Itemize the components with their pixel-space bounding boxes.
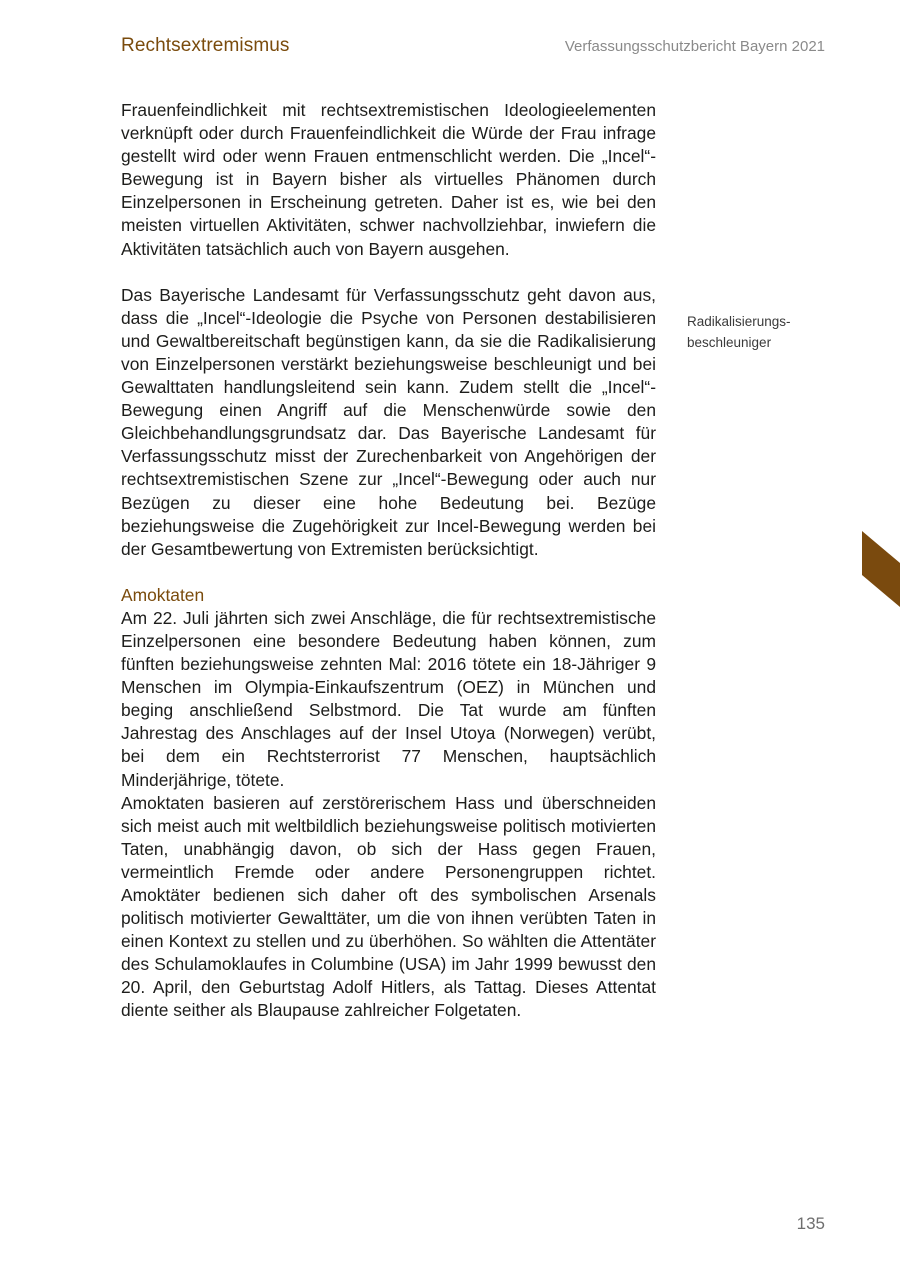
body-text [121, 99, 656, 1023]
page-number: 135 [796, 1214, 825, 1233]
chapter-tab-marker [862, 531, 900, 607]
margin-note-line-2: beschleuniger [687, 335, 772, 350]
paragraph-amoktaten-analysis: Amoktaten basieren auf zerstörerischem Hass und überschneiden sich meist auch mit weltbildlich beziehungsweise politisch motivierten Taten, unabhängig davon, ob sich der Hass gegen Frauen, vermeintlich Fremde oder andere Personengruppen richtet. Amoktäter bedienen sich daher oft des symbolischen Arsenals politisch motivierter Gewalttäter, um die von ihnen verübten Taten in einen Kontext zu stellen und zu überhöhen. So wählten die Attentäter des Schulamoklaufes in Columbine (USA) im Jahr 1999 bewusst den 20. April, den Geburtstag Adolf Hitlers, als Tattag. Dieses Attentat diente seither als Blaupause zahlreicher Folgetaten. [121, 792, 656, 1021]
chapter-tab-shape [862, 531, 900, 607]
margin-note-line-1: Radikalisierungs- [687, 314, 791, 329]
paragraph-incel-assessment: Das Bayerische Landesamt für Verfassungsschutz geht davon aus, dass die „Incel“-Ideologie die Psyche von Personen destabilisieren und Gewaltbereitschaft begünstigen kann, da sie die Radikalisierung von Einzelpersonen verstärkt beziehungsweise beschleunigt und bei Gewalttaten handlungsleitend sein kann. Zudem stellt die „Incel“-Bewegung einen Angriff auf die Menschenwürde sowie den Gleichbehandlungsgrundsatz dar. Das Bayerische Landesamt für Verfassungsschutz misst der Zurechenbarkeit von Angehörigen der rechtsextremistischen Szene zur „Incel“-Bewegung oder auch nur Bezügen zu dieser eine hohe Bedeutung bei. Bezüge beziehungsweise die Zugehörigkeit zur Incel-Bewegung werden bei der Gesamtbewertung von Extremisten berücksichtigt. [121, 284, 656, 559]
heading-amoktaten: Amoktaten [121, 584, 205, 605]
paragraph-anniversary: Am 22. Juli jährten sich zwei Anschläge, die für rechtsextremistische Einzelpersonen eine besondere Bedeutung haben können, zum fünften beziehungsweise zehnten Mal: 2016 tötete ein 18-Jähriger 9 Menschen im Olympia-Einkaufszentrum (OEZ) in München und beging anschließend Selbstmord. Die Tat wurde am fünften Jahrestag des Anschlages auf der Insel Utoya (Norwegen) verübt, bei dem ein Rechtsterrorist 77 Menschen, hauptsächlich Minderjährige, tötete. [121, 607, 656, 790]
section-amoktaten [121, 584, 656, 792]
margin-note [687, 311, 827, 353]
section-title: Rechtsextremismus [121, 35, 290, 56]
paragraph-incel-intro: Frauenfeindlichkeit mit rechtsextremistischen Ideologieelementen verknüpft oder durch Frauenfeindlichkeit die Würde der Frau infrage gestellt wird oder wenn Frauen entmenschlicht werden. Die „Incel“-Bewegung ist in Bayern bisher als virtuelles Phänomen durch Einzelpersonen in Erscheinung getreten. Daher ist es, wie bei den meisten virtuellen Aktivitäten, schwer nachvollziehbar, inwiefern die Aktivitäten tatsächlich auch von Bayern ausgehen. [121, 100, 656, 259]
report-title: Verfassungsschutzbericht Bayern 2021 [564, 38, 825, 55]
